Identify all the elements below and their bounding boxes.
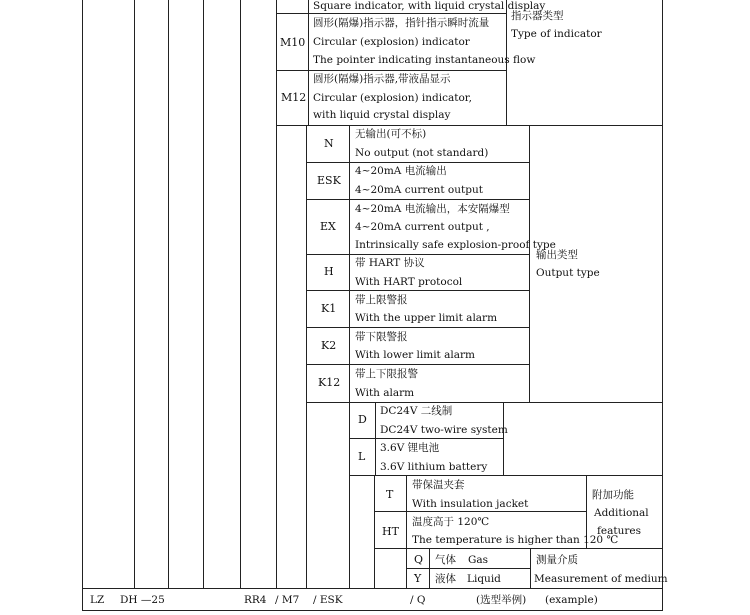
example-q: / Q bbox=[410, 594, 426, 606]
table-left-border bbox=[82, 0, 83, 611]
example-dh: DH —25 bbox=[120, 594, 165, 606]
medium-category-cn: 测量介质 bbox=[536, 554, 578, 566]
output-k2-en: With lower limit alarm bbox=[355, 349, 475, 361]
output-h-en: With HART protocol bbox=[355, 276, 463, 288]
indicator-category-cn: 指示器类型 bbox=[511, 10, 564, 22]
col-divider bbox=[240, 0, 241, 589]
row-divider bbox=[349, 475, 663, 476]
output-code-k2: K2 bbox=[321, 339, 337, 352]
power-d-en: DC24V two-wire system bbox=[380, 424, 508, 436]
output-ex-cn: 4~20mA 电流输出，本安隔爆型 bbox=[355, 203, 510, 215]
medium-y-en: Liquid bbox=[467, 573, 501, 585]
power-code-l: L bbox=[358, 450, 366, 463]
row-divider bbox=[306, 290, 530, 291]
example-lz: LZ bbox=[90, 594, 105, 606]
row-divider bbox=[306, 199, 530, 200]
indicator-code-m10: M10 bbox=[280, 36, 306, 49]
col-divider bbox=[406, 475, 407, 589]
row-divider bbox=[306, 364, 530, 365]
indicator-square-en: Square indicator, with liquid crystal display bbox=[313, 0, 546, 12]
additional-category-en1: Additional bbox=[594, 507, 649, 519]
col-divider bbox=[168, 0, 169, 589]
output-ex-en2: Intrinsically safe explosion-proof type bbox=[355, 239, 556, 251]
col-divider bbox=[308, 0, 309, 126]
power-l-cn: 3.6V 锂电池 bbox=[380, 442, 440, 454]
output-k1-en: With the upper limit alarm bbox=[355, 312, 498, 324]
output-code-h: H bbox=[324, 265, 334, 278]
example-label-cn: (选型举例) bbox=[476, 594, 527, 606]
col-divider bbox=[374, 475, 375, 589]
example-row-top-border bbox=[82, 588, 663, 589]
output-ex-en: 4~20mA current output , bbox=[355, 221, 490, 233]
output-category-en: Output type bbox=[536, 267, 600, 279]
medium-y-cn: 液体 bbox=[435, 573, 456, 585]
col-divider bbox=[276, 0, 277, 126]
additional-ht-cn: 温度高于 120℃ bbox=[412, 516, 490, 528]
row-divider bbox=[406, 568, 531, 569]
row-divider bbox=[276, 125, 663, 126]
output-h-cn: 带 HART 协议 bbox=[355, 257, 425, 269]
output-code-ex: EX bbox=[320, 220, 336, 233]
medium-q-en: Gas bbox=[468, 554, 489, 566]
indicator-m10-en1: Circular (explosion) indicator bbox=[313, 36, 470, 48]
col-divider bbox=[375, 402, 376, 476]
row-divider bbox=[374, 548, 663, 549]
medium-category-en: Measurement of medium bbox=[534, 573, 668, 585]
indicator-m12-cn: 圆形(隔爆)指示器,带液晶显示 bbox=[313, 73, 451, 85]
indicator-m10-en2: The pointer indicating instantaneous flow bbox=[313, 54, 536, 66]
row-divider bbox=[306, 327, 530, 328]
output-n-cn: 无输出(可不标) bbox=[355, 128, 427, 140]
indicator-code-m12: M12 bbox=[281, 91, 307, 104]
col-divider bbox=[349, 402, 350, 589]
output-esk-cn: 4~20mA 电流输出 bbox=[355, 165, 447, 177]
col-divider bbox=[306, 125, 307, 589]
row-divider bbox=[306, 162, 530, 163]
additional-category-cn: 附加功能 bbox=[592, 489, 634, 501]
power-code-d: D bbox=[358, 413, 367, 426]
additional-ht-en: The temperature is higher than 120 ℃ bbox=[412, 534, 619, 546]
additional-t-en: With insulation jacket bbox=[412, 498, 529, 510]
output-code-k1: K1 bbox=[321, 302, 337, 315]
output-n-en: No output (not standard) bbox=[355, 147, 489, 159]
row-divider bbox=[306, 254, 530, 255]
additional-code-t: T bbox=[386, 488, 394, 501]
output-k2-cn: 带下限警报 bbox=[355, 331, 408, 343]
additional-code-ht: HT bbox=[382, 525, 399, 538]
indicator-category-en: Type of indicator bbox=[511, 28, 602, 40]
col-divider bbox=[529, 125, 530, 403]
col-divider bbox=[276, 125, 277, 589]
col-divider bbox=[503, 402, 504, 476]
output-esk-en: 4~20mA current output bbox=[355, 184, 483, 196]
example-label-en: (example) bbox=[545, 594, 598, 606]
medium-q-cn: 气体 bbox=[435, 554, 456, 566]
row-divider bbox=[276, 13, 507, 14]
medium-code-q: Q bbox=[414, 553, 424, 566]
row-divider bbox=[276, 70, 507, 71]
output-code-n: N bbox=[324, 137, 334, 150]
col-divider bbox=[134, 0, 135, 589]
power-d-cn: DC24V 二线制 bbox=[380, 405, 453, 417]
output-code-k12: K12 bbox=[318, 376, 341, 389]
example-esk: / ESK bbox=[313, 594, 343, 606]
row-divider bbox=[374, 511, 587, 512]
additional-t-cn: 带保温夹套 bbox=[412, 479, 465, 491]
indicator-m12-en1: Circular (explosion) indicator, bbox=[313, 92, 473, 104]
medium-code-y: Y bbox=[414, 572, 422, 585]
example-rr: RR4 bbox=[244, 594, 267, 606]
output-k1-cn: 带上限警报 bbox=[355, 294, 408, 306]
output-k12-en: With alarm bbox=[355, 387, 415, 399]
table-bottom-border bbox=[82, 610, 663, 611]
output-category-cn: 输出类型 bbox=[536, 249, 578, 261]
power-l-en: 3.6V lithium battery bbox=[380, 461, 488, 473]
row-divider bbox=[349, 438, 504, 439]
indicator-m12-en2: with liquid crystal display bbox=[313, 109, 451, 121]
row-divider bbox=[306, 402, 663, 403]
col-divider bbox=[349, 125, 350, 403]
additional-category-en2: features bbox=[597, 525, 641, 537]
indicator-m10-cn: 圆形(隔爆)指示器，指针指示瞬时流量 bbox=[313, 17, 490, 29]
output-k12-cn: 带上下限报警 bbox=[355, 368, 418, 380]
example-m7: / M7 bbox=[275, 594, 300, 606]
output-code-esk: ESK bbox=[317, 174, 341, 187]
table-right-border bbox=[662, 0, 663, 611]
col-divider bbox=[203, 0, 204, 589]
